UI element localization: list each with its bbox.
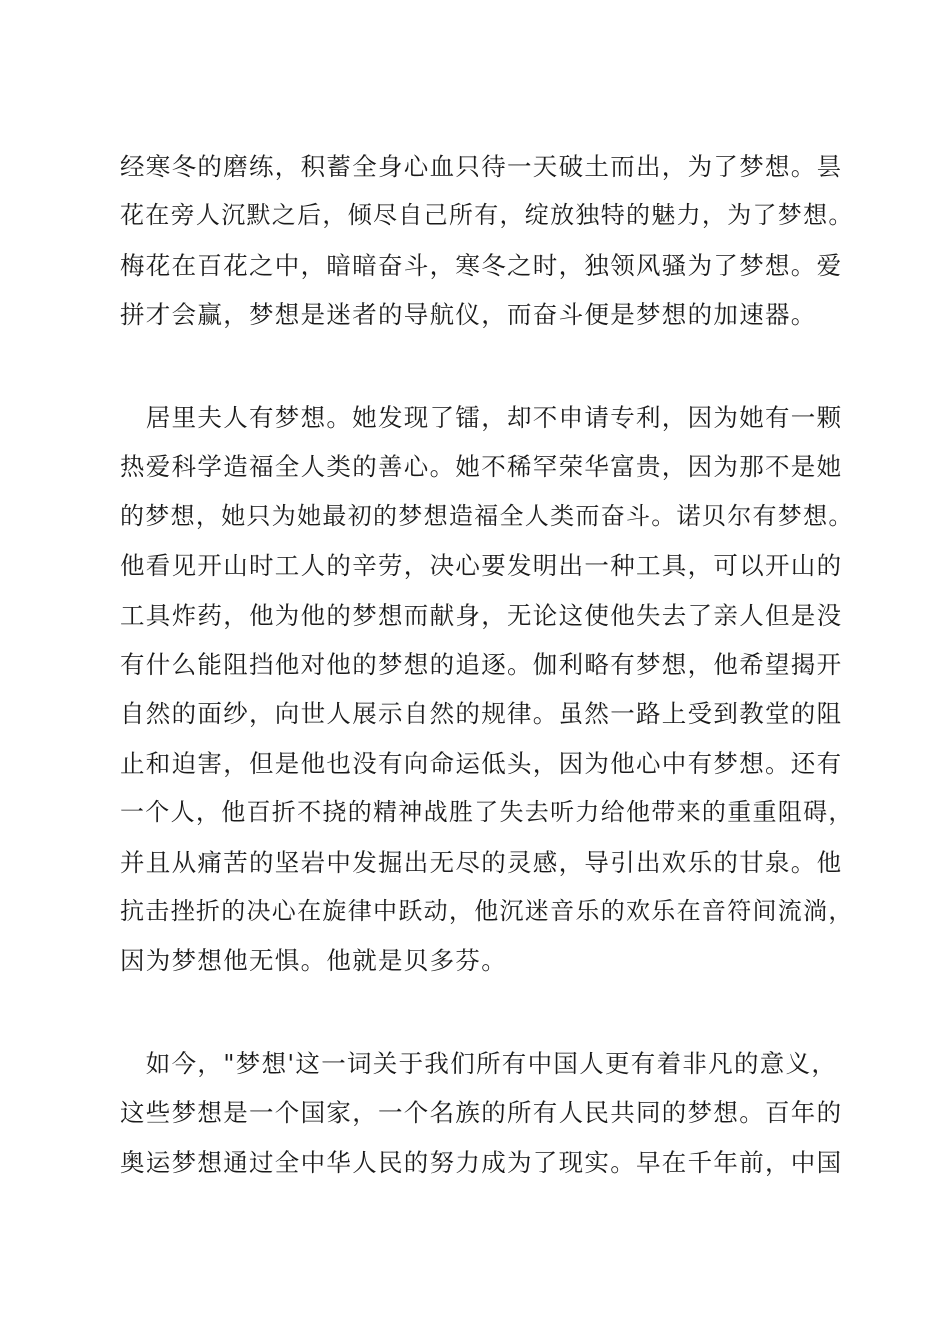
- text-line: 的梦想，她只为她最初的梦想造福全人类而奋斗。诺贝尔有梦想。: [120, 501, 854, 530]
- text-line: 如今，"梦想'这一词关于我们所有中国人更有着非凡的意义，: [120, 1049, 838, 1078]
- text-line: 花在旁人沉默之后，倾尽自己所有，绽放独特的魅力，为了梦想。: [120, 201, 854, 230]
- text-line: 居里夫人有梦想。她发现了镭，却不申请专利，因为她有一颗: [120, 403, 843, 432]
- text-line: 拼才会赢，梦想是迷者的导航仪，而奋斗便是梦想的加速器。: [120, 300, 817, 330]
- text-line: 有什么能阻挡他对他的梦想的追逐。伽利略有梦想，他希望揭开: [120, 649, 843, 679]
- text-line: 工具炸药，他为他的梦想而献身，无论这使他失去了亲人但是没: [120, 600, 843, 630]
- paragraph-2: [120, 393, 860, 986]
- text-line: 这些梦想是一个国家，一个名族的所有人民共同的梦想。百年的: [120, 1098, 843, 1128]
- text-line: 一个人，他百折不挠的精神战胜了失去听力给他带来的重重阻碍，: [120, 798, 854, 827]
- text-line: 止和迫害，但是他也没有向命运低头，因为他心中有梦想。还有: [120, 748, 843, 778]
- text-line: 并且从痛苦的坚岩中发掘出无尽的灵感，导引出欢乐的甘泉。他: [120, 847, 843, 877]
- text-line: 奥运梦想通过全中华人民的努力成为了现实。早在千年前，中国: [120, 1147, 843, 1177]
- text-line: 经寒冬的磨练，积蓄全身心血只待一天破土而出，为了梦想。昙: [120, 152, 843, 181]
- text-line: 热爱科学造福全人类的善心。她不稀罕荣华富贵，因为那不是她: [120, 452, 843, 482]
- paragraph-1: [120, 142, 860, 340]
- paragraph-3: [120, 1039, 860, 1187]
- text-line: 他看见开山时工人的辛劳，决心要发明出一种工具，可以开山的: [120, 551, 843, 581]
- text-line: 梅花在百花之中，暗暗奋斗，寒冬之时，独领风骚为了梦想。爱: [120, 250, 843, 280]
- text-line: 因为梦想他无惧。他就是贝多芬。: [120, 946, 507, 976]
- text-line: 自然的面纱，向世人展示自然的规律。虽然一路上受到教堂的阻: [120, 699, 843, 729]
- text-line: 抗击挫折的决心在旋律中跃动，他沉迷音乐的欢乐在音符间流淌，: [120, 896, 854, 925]
